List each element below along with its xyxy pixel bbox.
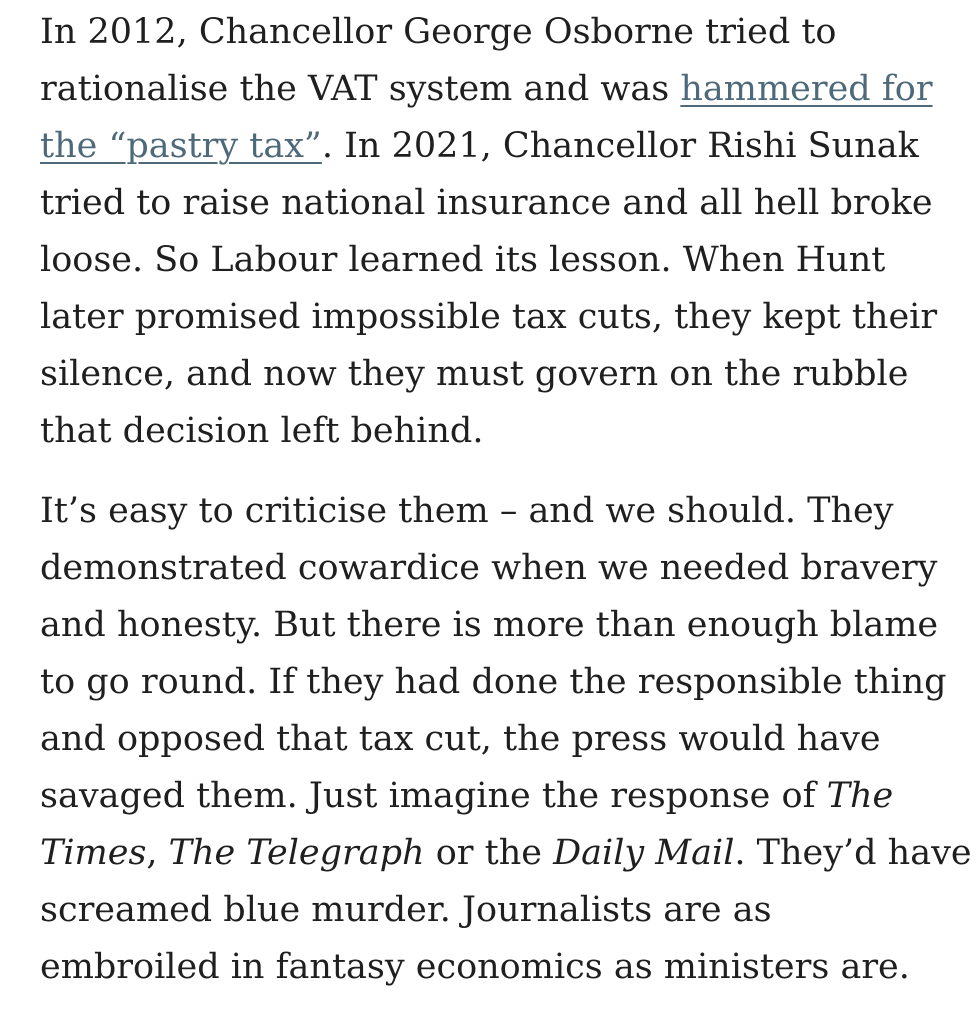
text-line: [40, 61, 940, 118]
publication-name: The Telegraph: [168, 833, 425, 873]
text-line: embroiled in fantasy economics as ministers are.: [40, 947, 910, 987]
text-line: It’s easy to criticise them – and we should. They: [40, 491, 894, 531]
pastry-tax-link[interactable]: hammered for: [680, 69, 933, 109]
publication-name: Times: [40, 833, 147, 873]
publication-name: Daily Mail: [553, 833, 735, 873]
text-span: savaged them. Just imagine the response of: [40, 776, 827, 816]
text-line: [40, 768, 940, 825]
text-line: [40, 825, 972, 882]
text-span: or the: [424, 833, 554, 873]
publication-name: The: [826, 776, 894, 816]
text-line: screamed blue murder. Journalists are as: [40, 890, 772, 930]
text-line: and opposed that tax cut, the press would have: [40, 719, 881, 759]
paragraph: [40, 483, 972, 996]
text-line: that decision left behind.: [40, 411, 484, 451]
text-line: silence, and now they must govern on the rubble: [40, 354, 909, 394]
text-line: tried to raise national insurance and all hell broke: [40, 183, 933, 223]
text-line: and honesty. But there is more than enough blame: [40, 605, 939, 645]
text-line: In 2012, Chancellor George Osborne tried to: [40, 12, 837, 52]
text-span: ,: [146, 833, 169, 873]
text-line: [40, 118, 940, 175]
article-body: [40, 4, 972, 1019]
text-line: demonstrated cowardice when we needed bravery: [40, 548, 938, 588]
paragraph: [40, 4, 940, 460]
text-span: rationalise the VAT system and was: [40, 69, 681, 109]
text-span: . They’d have: [734, 833, 972, 873]
text-line: loose. So Labour learned its lesson. When Hunt: [40, 240, 886, 280]
text-line: to go round. If they had done the responsible thing: [40, 662, 947, 702]
text-line: later promised impossible tax cuts, they kept their: [40, 297, 938, 337]
text-span: . In 2021, Chancellor Rishi Sunak: [321, 126, 919, 166]
pastry-tax-link-continued[interactable]: the “pastry tax”: [40, 126, 322, 166]
